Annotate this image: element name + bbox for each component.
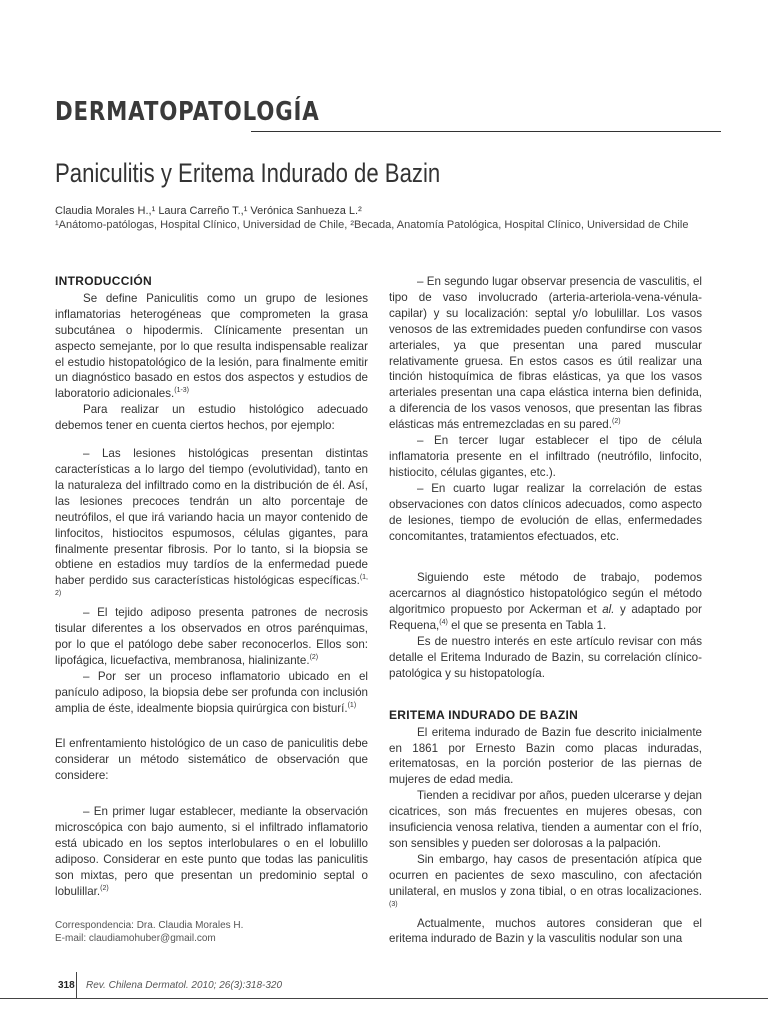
- paragraph: Se define Paniculitis como un grupo de lesiones inflamatorias heterogéneas que comprometen la grasa subcutánea o hipodermis. Clínicamente presentan un aspecto semejante, por lo que resulta indispensable realizar el estudio histopatológico de la lesión, para finalmente emitir un diagnóstico basado en estos dos aspectos y estudios de laboratorio adicionales.$^{(1-3)}$: [55, 291, 368, 401]
- paragraph: – En segundo lugar observar presencia de vasculitis, el tipo de vaso involucrado (arteria-arteriola-vena-vénula-capilar) y su localización: septal y/o lobulillar. Los vasos venosos de las extremidades pueden confundirse con vasos arteriales, ya que presentan una pared muscular relativamente gruesa. En estos casos es útil realizar una tinción histoquímica de fibras elásticas, ya que los vasos arteriales presentan una capa elástica interna bien definida, a diferencia de los vasos venosos, que presentan las fibras elásticas más entremezcladas en su pared.$^{(2)}$: [389, 275, 702, 432]
- authors-line: Claudia Morales H.,¹ Laura Carreño T.,¹ Verónica Sanhueza L.²: [55, 205, 362, 217]
- paragraph: Para realizar un estudio histológico adecuado debemos tener en cuenta ciertos hechos, por ejemplo:: [55, 403, 368, 433]
- paragraph: Actualmente, muchos autores consideran que el eritema indurado de Bazin y la vasculitis nodular son una: [389, 916, 702, 946]
- paragraph: – En cuarto lugar realizar la correlación de estas observaciones con datos clínicos adecuados, como aspecto de lesiones, tiempo de evolución de ellas, enfermedades concomitantes, tratamientos efectuados, etc.: [389, 481, 702, 543]
- footer-divider-tick: [76, 972, 77, 998]
- correspondence-email: E-mail: claudiamohuber@gmail.com: [55, 933, 216, 944]
- paragraph: Sin embargo, hay casos de presentación atípica que ocurren en pacientes de sexo masculino, con afectación unilateral, en muslos y zona tibial, o en otras localizaciones.$^{(3)}$: [389, 852, 702, 908]
- paragraph: – En tercer lugar establecer el tipo de célula inflamatoria presente en el infiltrado (neutrófilo, linfocito, histiocito, células gigantes, etc.).: [389, 434, 702, 479]
- article-title: Paniculitis y Eritema Indurado de Bazin: [55, 158, 441, 188]
- bazin-heading: ERITEMA INDURADO DE BAZIN: [389, 707, 579, 722]
- page-number: 318: [58, 980, 75, 991]
- paragraph: Es de nuestro interés en este artículo revisar con más detalle el Eritema Indurado de Bazin, su correlación clínico-patológica y su histopatología.: [389, 635, 702, 680]
- journal-citation: Rev. Chilena Dermatol. 2010; 26(3):318-320: [86, 980, 283, 991]
- paragraph: Siguiendo este método de trabajo, podemos acercarnos al diagnóstico histopatológico según el método algoritmico propuesto por Ackerman et al. y adaptado por Requena,$^{(4)}$ el que se presenta en Tabla 1.: [389, 571, 702, 633]
- paragraph: – En primer lugar establecer, mediante la observación microscópica con bajo aumento, si el infiltrado inflamatorio está ubicado en los septos interlobulares o en el lobulillo adiposo. Considerar en este punto que todas las paniculitis son mixtas, pero que presentan un predominio septal o lobulillar.$^{(2)}$: [55, 805, 368, 898]
- paragraph: El enfrentamiento histológico de un caso de paniculitis debe considerar un método sistemático de observación que considere:: [55, 737, 368, 783]
- section-title: DERMATOPATOLOGÍA: [55, 97, 320, 127]
- paragraph: – Las lesiones histológicas presentan distintas características a lo largo del tiempo (evolutividad), tanto en la naturaleza del infiltrado como en la distribución de él. Así, las lesiones precoces tendrán un alto porcentaje de neutrófilos, el que irá variando hacia un mayor contenido de linfocitos, histiocitos espumosos, células gigantes, para finalmente presentar fibrosis. Por lo tanto, si la biopsia se obtiene en estadios muy tardíos de la enfermedad puede haber perdido sus características histológicas específicas.$^{(1, 2)}$: [55, 447, 368, 598]
- correspondence-name: Correspondencia: Dra. Claudia Morales H.: [55, 920, 244, 931]
- paragraph: El eritema indurado de Bazin fue descrito inicialmente en 1861 por Ernesto Bazin como placas induradas, eritematosas, en la porción posterior de las piernas de mujeres de edad media.: [389, 725, 702, 787]
- section-rule: [251, 131, 721, 132]
- left-column: [55, 274, 368, 900]
- correspondence-note: [55, 919, 243, 945]
- footer-rule: [0, 998, 768, 999]
- paragraph: – Por ser un proceso inflamatorio ubicado en el panículo adiposo, la biopsia debe ser profunda con inclusión amplia de éste, idealmente biopsia quirúrgica con bisturí.$^{(1)}$: [55, 669, 368, 715]
- intro-heading: INTRODUCCIÓN: [55, 274, 152, 288]
- paragraph: Tienden a recidivar por años, pueden ulcerarse y dejan cicatrices, son más frecuentes en mujeres obesas, con insuficiencia venosa relativa, tienden a aumentar con el frío, son sensibles y pueden ser dolorosas a la palpación.: [389, 789, 702, 850]
- paragraph: – El tejido adiposo presenta patrones de necrosis tisular diferentes a los observados en otros parénquimas, por lo que el patólogo debe saber reconocerlos. Ellos son: lipofágica, licuefactiva, membranosa, hialinizante.$^{(2)}$: [55, 606, 368, 667]
- right-column: [389, 274, 702, 947]
- affiliations-line: ¹Anátomo-patólogas, Hospital Clínico, Universidad de Chile, ²Becada, Anatomía Patológica, Hospital Clínico, Universidad de Chile: [55, 219, 689, 231]
